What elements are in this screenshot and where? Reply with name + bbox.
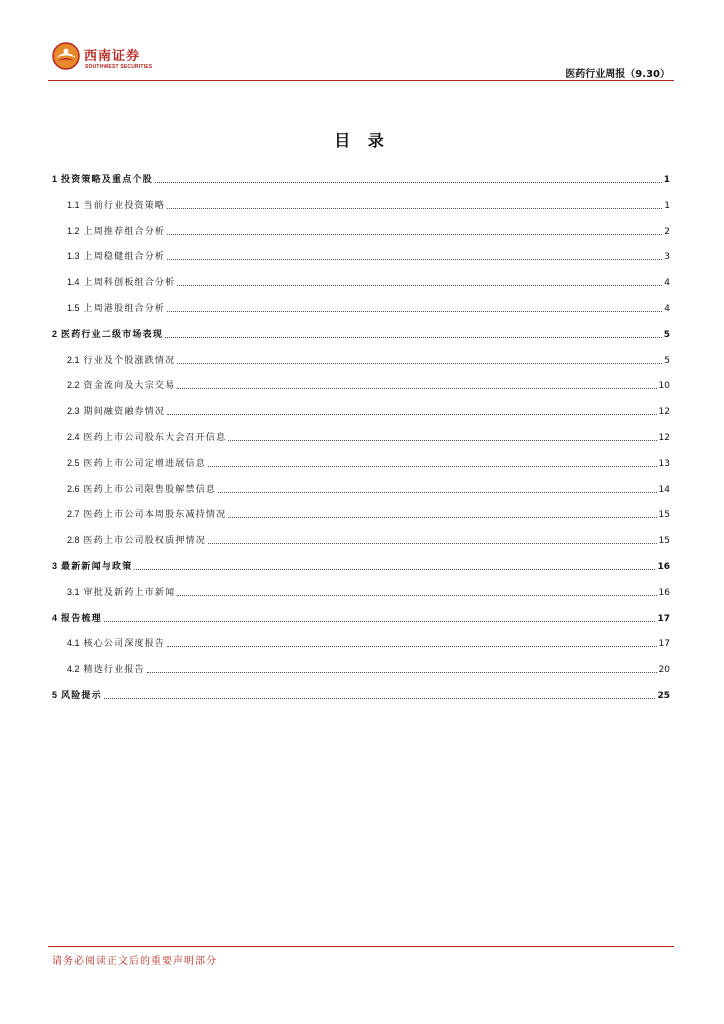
toc-leader-dots [104, 621, 656, 622]
toc-page-number: 15 [658, 536, 670, 547]
toc-entry-label [52, 612, 102, 625]
toc-entry-text: 医药上市公司限售股解禁信息 [83, 484, 217, 495]
toc-entry-number: 2.2 [67, 380, 80, 391]
toc-page-number: 17 [657, 613, 670, 624]
toc-entry-label [67, 379, 175, 392]
toc-entry-number: 3.1 [67, 586, 80, 597]
toc-page-number: 16 [658, 587, 670, 598]
toc-entry-number: 1.4 [67, 277, 80, 288]
toc-leader-dots [155, 182, 662, 183]
toc-title: 目 录 [334, 131, 390, 150]
toc-entry[interactable] [0, 456, 670, 470]
toc-page-number: 12 [658, 433, 670, 443]
toc-entry[interactable] [0, 585, 670, 599]
toc-entry-number: 2.3 [67, 406, 80, 417]
toc-entry[interactable] [0, 688, 670, 702]
footer-disclaimer: 请务必阅读正文后的重要声明部分 [52, 956, 217, 967]
toc-entry-text: 上周港股组合分析 [83, 304, 166, 314]
toc-entry-label [67, 225, 165, 238]
toc-leader-dots [177, 388, 656, 389]
toc-page-number: 5 [663, 329, 670, 340]
toc-entry-number: 4.2 [67, 664, 80, 675]
toc-entry[interactable] [0, 507, 670, 521]
footer-divider [48, 946, 674, 947]
company-logo [52, 42, 202, 76]
toc-entry[interactable] [0, 430, 670, 444]
toc-entry-text: 当前行业投资策略 [83, 200, 166, 211]
toc-entry-number: 1.5 [67, 303, 80, 313]
toc-leader-dots [208, 543, 657, 544]
toc-page-number: 2 [664, 226, 670, 237]
toc-entry-label [67, 586, 175, 599]
toc-entry-label [67, 508, 226, 521]
toc-entry-label [52, 328, 163, 341]
toc-leader-dots [165, 337, 662, 338]
toc-page-number: 5 [664, 355, 670, 366]
toc-entry-label [67, 431, 226, 444]
toc-leader-dots [104, 698, 656, 699]
toc-page-number: 14 [658, 484, 670, 495]
toc-leader-dots [134, 569, 655, 570]
toc-entry-label [67, 457, 206, 470]
toc-entry-number: 1.1 [67, 199, 80, 210]
toc-entry[interactable] [0, 172, 670, 186]
toc-leader-dots [208, 466, 657, 467]
toc-entry-text: 报告梳理 [61, 613, 102, 624]
toc-entry-label [52, 689, 102, 702]
toc-entry[interactable] [0, 275, 670, 289]
toc-entry-text: 医药上市公司定增进展信息 [83, 458, 206, 469]
toc-entry-label [67, 637, 165, 650]
toc-entry-label [52, 173, 153, 186]
toc-entry-number: 2 [52, 328, 58, 339]
toc-entry-number: 4 [52, 612, 58, 623]
toc-entry-text: 医药上市公司股权质押情况 [83, 536, 206, 547]
toc-entry-text: 医药行业二级市场表现 [61, 329, 164, 340]
toc-entry-number: 2.8 [67, 535, 80, 546]
toc-entry-number: 3 [52, 561, 58, 571]
toc-page-number: 12 [658, 407, 670, 418]
toc-entry-text: 投资策略及重点个股 [61, 175, 153, 185]
toc-page-number: 1 [663, 175, 670, 185]
toc-entry[interactable] [0, 636, 670, 650]
toc-leader-dots [177, 595, 656, 596]
toc-page-number: 10 [658, 381, 670, 392]
toc-entry-number: 4.1 [67, 638, 80, 649]
toc-entry-text: 精选行业报告 [83, 665, 145, 676]
toc-entry-label [67, 276, 175, 289]
toc-entry-label [67, 663, 145, 676]
toc-entry[interactable] [0, 353, 670, 367]
toc-entry[interactable] [0, 327, 670, 341]
toc-leader-dots [147, 672, 657, 673]
toc-page-number: 15 [658, 510, 670, 521]
toc-page-number: 4 [664, 304, 670, 314]
page-header [0, 0, 724, 82]
toc-page-number: 1 [664, 200, 670, 211]
toc-entry-text: 行业及个股涨跌情况 [83, 355, 176, 366]
toc-entry-label [67, 302, 165, 315]
toc-entry[interactable] [0, 662, 670, 676]
toc-leader-dots [167, 208, 662, 209]
toc-leader-dots [228, 440, 656, 441]
toc-entry-number: 5 [52, 690, 58, 700]
toc-entry-text: 资金流向及大宗交易 [83, 381, 176, 392]
toc-entry[interactable] [0, 611, 670, 625]
toc-entry-label [67, 250, 165, 263]
logo-text-en: SOUTHWEST SECURITIES [85, 64, 153, 70]
toc-entry[interactable] [0, 482, 670, 496]
toc-entry-number: 1.3 [67, 251, 80, 262]
toc-entry[interactable] [0, 404, 670, 418]
toc-entry-text: 最新新闻与政策 [61, 562, 133, 572]
header-divider [48, 80, 674, 81]
toc-page-number: 13 [658, 458, 670, 469]
toc-page-number: 4 [664, 278, 670, 289]
toc-entry-text: 期间融资融券情况 [83, 407, 166, 418]
toc-entry-text: 医药上市公司股东大会召开信息 [83, 433, 227, 443]
toc-entry-label [67, 199, 165, 212]
toc-leader-dots [167, 234, 662, 235]
toc-entry-label [67, 534, 206, 547]
toc-entry[interactable] [0, 224, 670, 238]
toc-leader-dots [167, 259, 662, 260]
toc-entry[interactable] [0, 559, 670, 573]
toc-leader-dots [177, 285, 662, 286]
toc-entry-number: 2.7 [67, 509, 80, 520]
toc-entry-text: 审批及新药上市新闻 [83, 587, 176, 598]
toc-entry-text: 医药上市公司本周股东减持情况 [83, 510, 227, 521]
toc-entry-number: 1 [52, 174, 58, 184]
toc-page-number: 3 [664, 252, 670, 263]
toc-entry[interactable] [0, 378, 670, 392]
logo-mark-icon [52, 42, 80, 70]
toc-entry-text: 风险提示 [61, 691, 102, 701]
toc-page-number: 20 [658, 665, 670, 676]
toc-entry-number: 2.5 [67, 457, 80, 468]
toc-entry-label [67, 483, 216, 496]
toc-entry-text: 上周稳健组合分析 [83, 252, 166, 263]
toc-entry-text: 上周科创板组合分析 [83, 278, 176, 289]
toc-entry[interactable] [0, 249, 670, 263]
toc-entry-text: 核心公司深度报告 [83, 639, 166, 650]
toc-page-number: 16 [657, 562, 670, 572]
toc-leader-dots [177, 363, 662, 364]
toc-entry[interactable] [0, 198, 670, 212]
toc-page-number: 25 [657, 691, 670, 701]
toc-entry-number: 1.2 [67, 225, 80, 236]
toc-leader-dots [218, 492, 656, 493]
logo-text-cn: 西南证券 [84, 49, 141, 64]
toc-entry-label [67, 354, 175, 367]
toc-leader-dots [167, 646, 656, 647]
toc-entry-label [67, 405, 165, 418]
report-title: 医药行业周报（9.30） [565, 69, 670, 80]
toc-entry-text: 上周推荐组合分析 [83, 226, 166, 237]
toc-entry-number: 2.1 [67, 354, 80, 365]
toc-entry-number: 2.6 [67, 483, 80, 494]
toc-leader-dots [167, 414, 656, 415]
toc-entry-number: 2.4 [67, 432, 80, 442]
toc-leader-dots [167, 311, 662, 312]
toc-entry[interactable] [0, 533, 670, 547]
toc-page-number: 17 [658, 639, 670, 650]
toc-entry[interactable] [0, 301, 670, 315]
toc-leader-dots [228, 517, 656, 518]
toc-entry-label [52, 560, 132, 573]
